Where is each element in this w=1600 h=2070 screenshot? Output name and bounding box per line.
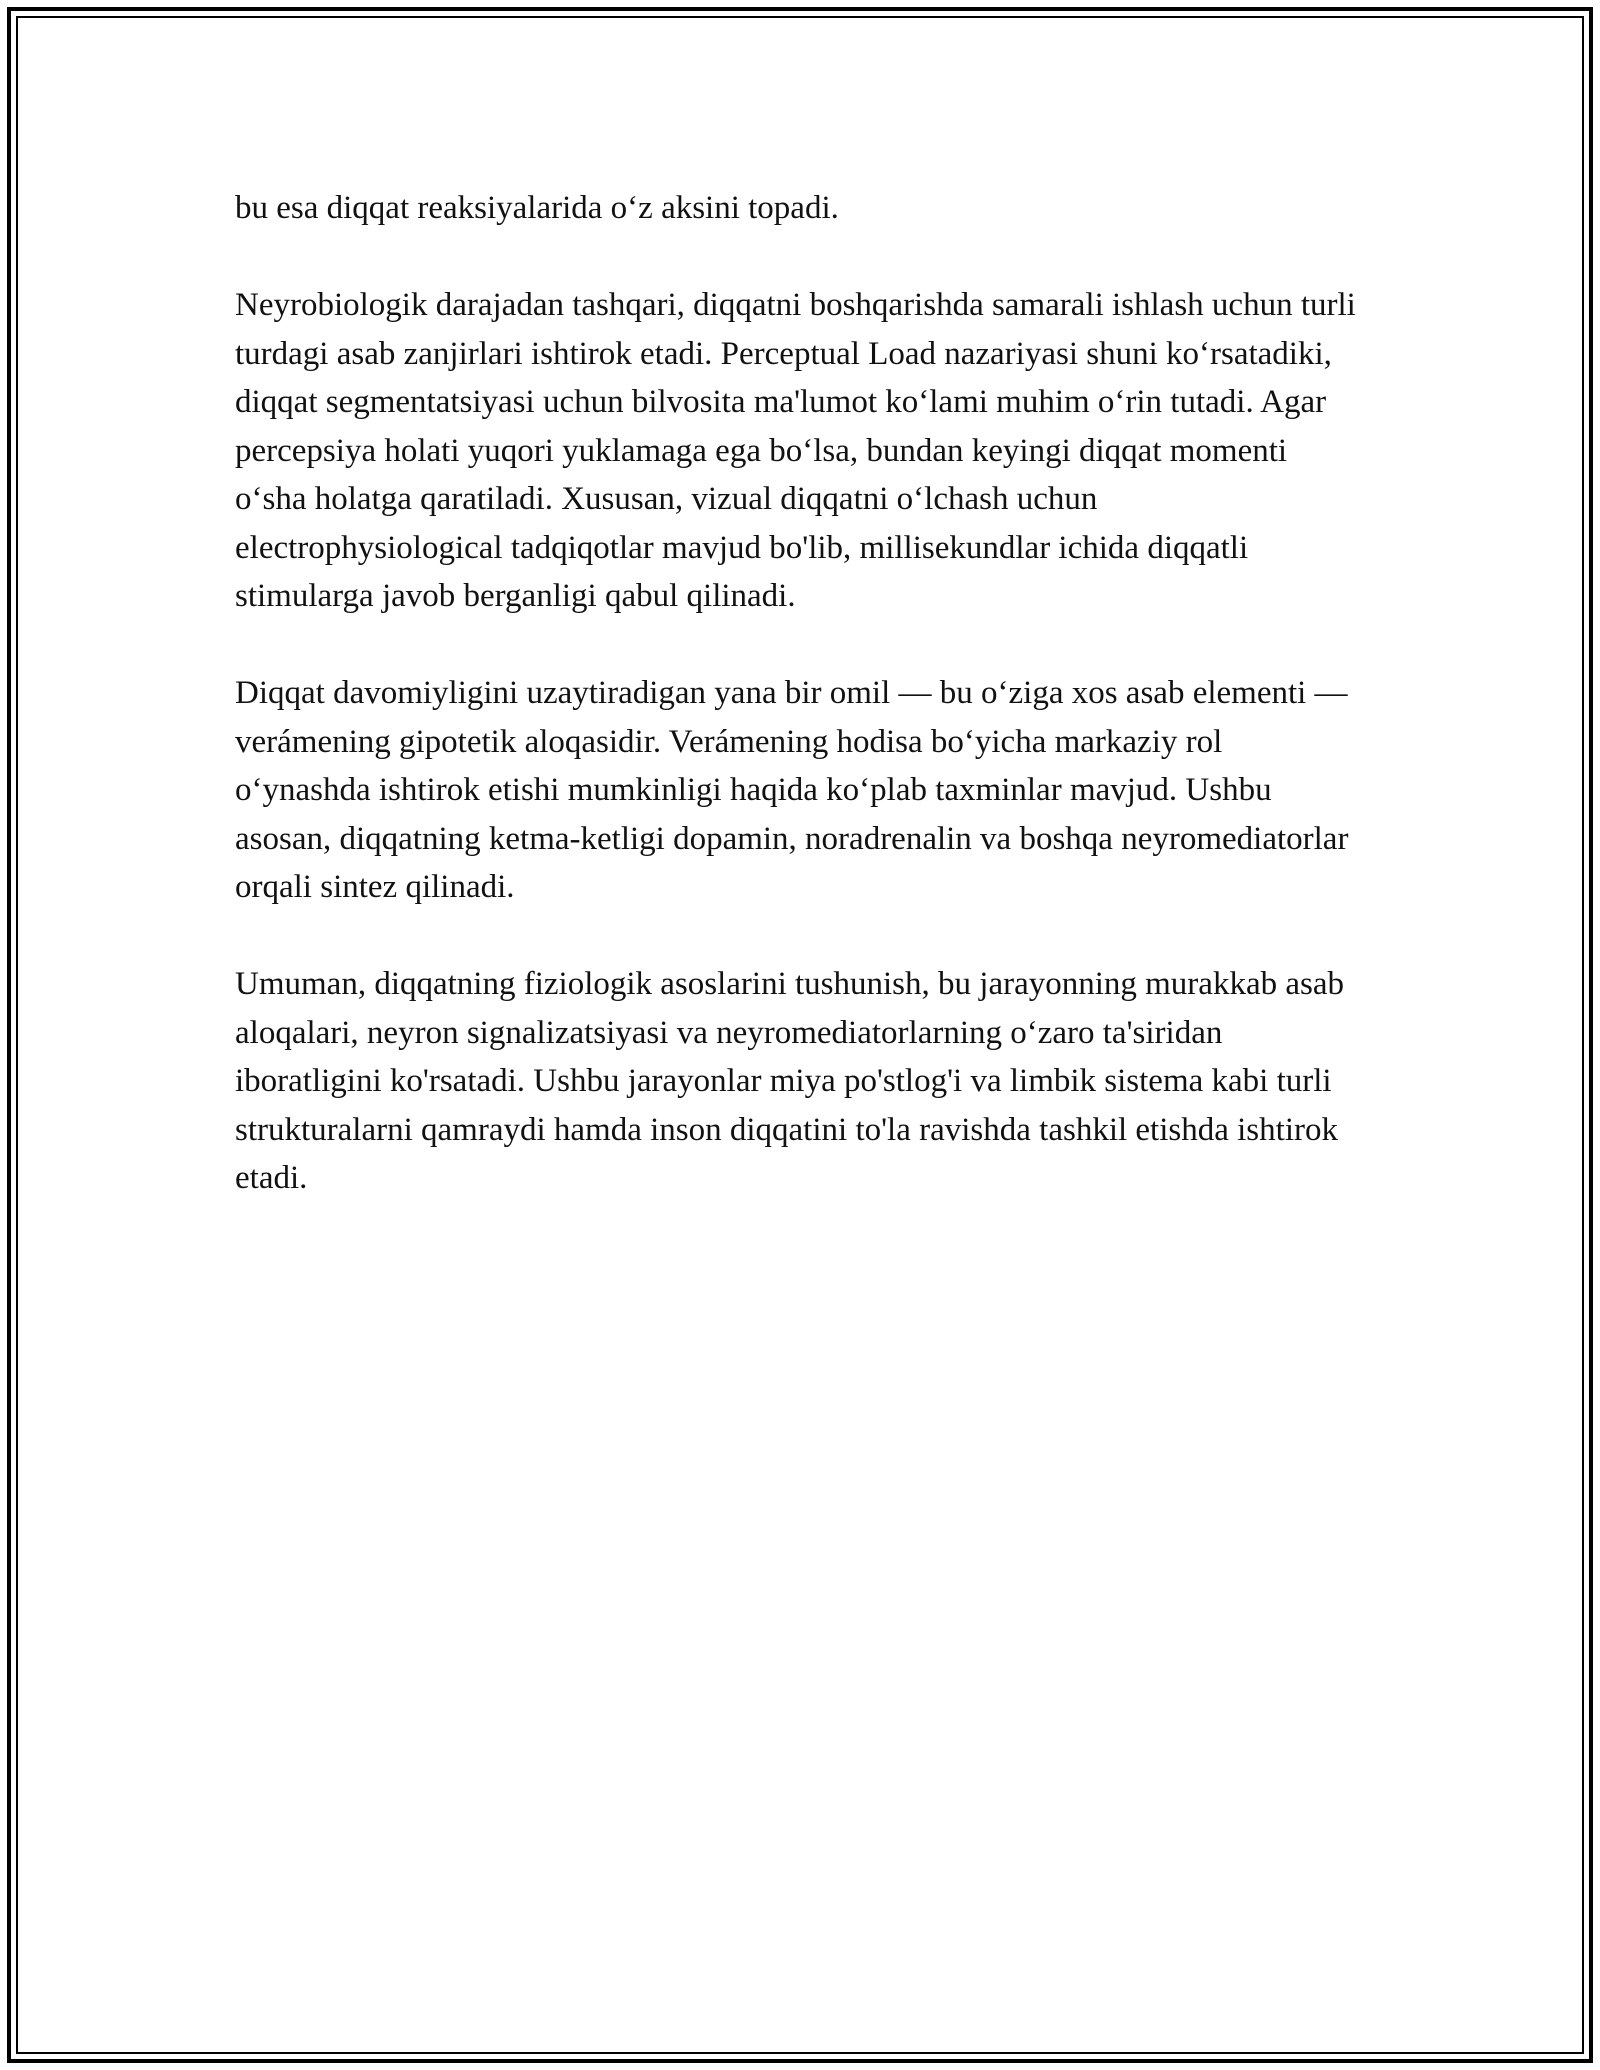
paragraph-3: Diqqat davomiyligini uzaytiradigan yana bir omil — bu o‘ziga xos asab elementi — verámening gipotetik aloqasidir. Verámening hodisa bo‘yicha markaziy rol o‘ynashda ishtirok etishi mumkinligi haqida ko‘plab taxminlar mavjud. Ushbu asosan, diqqatning ketma-ketligi dopamin, noradrenalin va boshqa neyromediatorlar orqali sintez qilinadi.	[235, 675, 1349, 905]
paragraph-4: Umuman, diqqatning fiziologik asoslarini tushunish, bu jarayonning murakkab asab aloqalari, neyron signalizatsiyasi va neyromediatorlarning o‘zaro ta'siridan iboratligini ko'rsatadi. Ushbu jarayonlar miya po'stlog'i va limbik sistema kabi turli strukturalarni qamraydi hamda inson diqqatini to'la ravishda tashkil etishda ishtirok etadi.	[235, 966, 1344, 1196]
paragraph-1: bu esa diqqat reaksiyalarida o‘z aksini topadi.	[235, 190, 839, 226]
document-body	[235, 184, 1365, 1251]
paragraph-2: Neyrobiologik darajadan tashqari, diqqatni boshqarishda samarali ishlash uchun turli turdagi asab zanjirlari ishtirok etadi. Perceptual Load nazariyasi shuni ko‘rsatadiki, diqqat segmentatsiyasi uchun bilvosita ma'lumot ko‘lami muhim o‘rin tutadi. Agar percepsiya holati yuqori yuklamaga ega bo‘lsa, bundan keyingi diqqat momenti o‘sha holatga qaratiladi. Xususan, vizual diqqatni o‘lchash uchun electrophysiological tadqiqotlar mavjud bo'lib, millisekundlar ichida diqqatli stimularga javob berganligi qabul qilinadi.	[235, 287, 1356, 614]
